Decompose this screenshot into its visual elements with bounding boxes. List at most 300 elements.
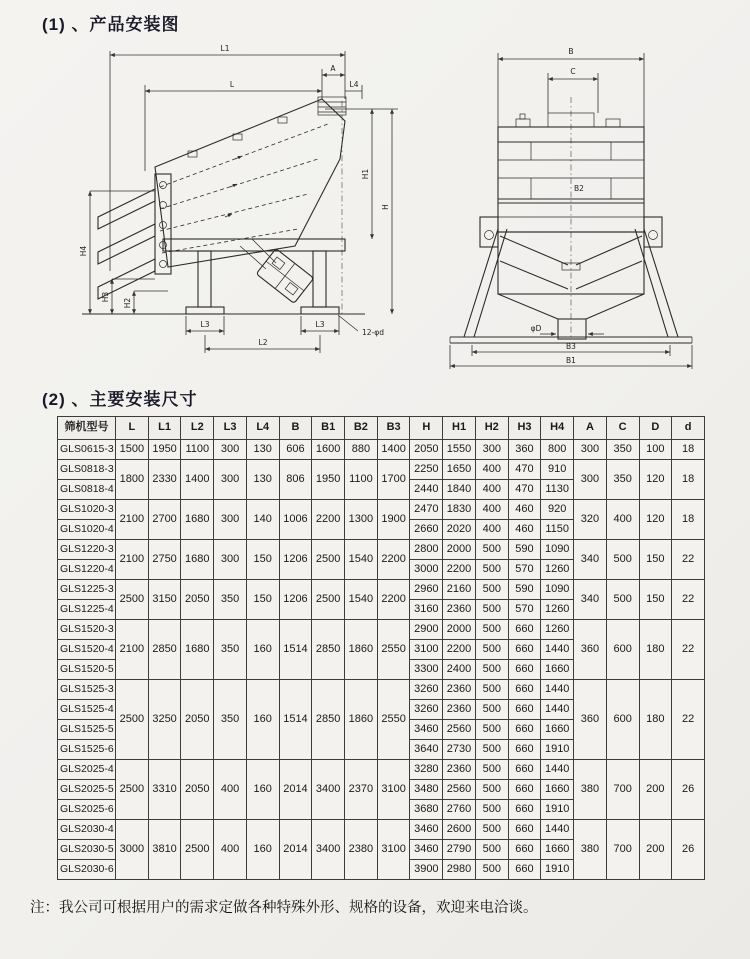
dim-cell: 660 — [508, 800, 541, 820]
dim-cell: 500 — [475, 780, 508, 800]
discharge-pipe — [558, 319, 586, 339]
dim-cell: 400 — [214, 760, 247, 820]
dim-cell: 360 — [574, 680, 607, 760]
dim-cell: 3460 — [410, 820, 443, 840]
dim-cell: 2900 — [410, 620, 443, 640]
dim-cell: 2014 — [279, 820, 312, 880]
dim-cell: 500 — [475, 760, 508, 780]
dim-cell: 2500 — [312, 540, 345, 580]
dim-cell: 500 — [475, 660, 508, 680]
dim-cell: 2360 — [443, 600, 476, 620]
dim-label-h2: H2 — [123, 297, 132, 309]
dim-cell: 2370 — [345, 760, 378, 820]
dim-cell: 1500 — [116, 440, 149, 460]
dim-cell: 2500 — [116, 580, 149, 620]
dim-cell: 1700 — [377, 460, 410, 500]
dim-cell: 2470 — [410, 500, 443, 520]
dim-cell: 500 — [606, 580, 639, 620]
dim-cell: 500 — [475, 860, 508, 880]
dim-cell: 2550 — [377, 620, 410, 680]
dim-column-header: H4 — [541, 417, 574, 440]
model-cell: GLS1220-4 — [58, 560, 116, 580]
dim-cell: 700 — [606, 820, 639, 880]
dim-cell: 1440 — [541, 700, 574, 720]
dim-cell: 1090 — [541, 540, 574, 560]
table-row — [58, 820, 705, 840]
dim-column-header: H3 — [508, 417, 541, 440]
dim-cell: 660 — [508, 660, 541, 680]
dim-label-b: B — [568, 47, 574, 56]
dim-cell: 400 — [475, 460, 508, 480]
dim-label-h3: H3 — [101, 291, 110, 303]
dim-cell: 1950 — [148, 440, 181, 460]
dim-cell: 800 — [541, 440, 574, 460]
dim-label-a: A — [330, 64, 336, 73]
dim-cell: 660 — [508, 700, 541, 720]
dim-column-header: H1 — [443, 417, 476, 440]
dim-cell: 2700 — [148, 500, 181, 540]
table-row — [58, 680, 705, 700]
dim-cell: 2600 — [443, 820, 476, 840]
dim-cell: 300 — [214, 460, 247, 500]
dim-label-h4: H4 — [79, 245, 88, 257]
dim-cell: 460 — [508, 520, 541, 540]
dim-cell: 2850 — [148, 620, 181, 680]
dim-cell: 2200 — [377, 580, 410, 620]
dim-cell: 100 — [639, 440, 672, 460]
dim-cell: 606 — [279, 440, 312, 460]
dim-cell: 22 — [672, 620, 705, 680]
dim-cell: 2500 — [116, 680, 149, 760]
dim-cell: 18 — [672, 500, 705, 540]
dim-cell: 2160 — [443, 580, 476, 600]
dim-cell: 120 — [639, 500, 672, 540]
dim-cell: 1800 — [116, 460, 149, 500]
model-cell: GLS0615-3 — [58, 440, 116, 460]
dim-cell: 1130 — [541, 480, 574, 500]
dim-cell: 1660 — [541, 660, 574, 680]
dim-cell: 1840 — [443, 480, 476, 500]
dim-cell: 500 — [475, 620, 508, 640]
dim-cell: 500 — [475, 600, 508, 620]
dim-column-header: H2 — [475, 417, 508, 440]
dim-label-l: L — [229, 80, 235, 89]
dim-cell: 1660 — [541, 720, 574, 740]
table-row — [58, 620, 705, 640]
dim-cell: 130 — [246, 460, 279, 500]
table-row — [58, 500, 705, 520]
dim-label-l2: L2 — [258, 338, 268, 347]
dim-cell: 2850 — [312, 620, 345, 680]
dim-cell: 2400 — [443, 660, 476, 680]
dim-cell: 570 — [508, 600, 541, 620]
dim-cell: 500 — [475, 820, 508, 840]
dim-cell: 1900 — [377, 500, 410, 540]
dim-column-header: d — [672, 417, 705, 440]
dim-cell: 180 — [639, 680, 672, 760]
dim-label-l3-right: L3 — [315, 320, 325, 329]
dim-column-header: A — [574, 417, 607, 440]
anchor-holes-label: 12-φd — [362, 328, 384, 337]
dim-cell: 460 — [508, 500, 541, 520]
dim-cell: 22 — [672, 680, 705, 760]
dim-cell: 380 — [574, 820, 607, 880]
dim-cell: 1400 — [181, 460, 214, 500]
dim-cell: 3680 — [410, 800, 443, 820]
dim-cell: 660 — [508, 840, 541, 860]
dim-cell: 1660 — [541, 840, 574, 860]
dim-cell: 500 — [475, 640, 508, 660]
dim-cell: 160 — [246, 760, 279, 820]
dim-cell: 1860 — [345, 680, 378, 760]
side-view-diagram — [60, 39, 430, 371]
dim-cell: 2730 — [443, 740, 476, 760]
dim-cell: 150 — [246, 540, 279, 580]
dim-cell: 3810 — [148, 820, 181, 880]
dim-cell: 160 — [246, 820, 279, 880]
dim-cell: 200 — [639, 820, 672, 880]
dim-cell: 1910 — [541, 800, 574, 820]
model-column-header: 筛机型号 — [58, 417, 116, 440]
dim-cell: 590 — [508, 540, 541, 560]
dim-cell: 3000 — [410, 560, 443, 580]
dim-column-header: B3 — [377, 417, 410, 440]
dim-cell: 2850 — [312, 680, 345, 760]
dim-cell: 2760 — [443, 800, 476, 820]
front-view-diagram — [436, 39, 708, 371]
dim-cell: 22 — [672, 580, 705, 620]
dim-cell: 350 — [214, 580, 247, 620]
dim-column-header: L4 — [246, 417, 279, 440]
dim-cell: 500 — [475, 800, 508, 820]
dim-cell: 2560 — [443, 720, 476, 740]
dim-cell: 400 — [475, 500, 508, 520]
vibration-motor — [256, 249, 314, 304]
dim-label-b1: B1 — [566, 356, 576, 365]
dim-label-h: H — [381, 204, 390, 210]
dim-cell: 300 — [475, 440, 508, 460]
dim-cell: 200 — [639, 760, 672, 820]
dim-cell: 806 — [279, 460, 312, 500]
dim-cell: 140 — [246, 500, 279, 540]
dim-cell: 660 — [508, 640, 541, 660]
dim-cell: 1260 — [541, 560, 574, 580]
dim-label-l1: L1 — [220, 44, 230, 53]
dim-cell: 1400 — [377, 440, 410, 460]
dim-column-header: L1 — [148, 417, 181, 440]
model-cell: GLS2030-4 — [58, 820, 116, 840]
model-cell: GLS1525-6 — [58, 740, 116, 760]
dim-cell: 300 — [574, 440, 607, 460]
dim-cell: 500 — [475, 720, 508, 740]
dim-cell: 2000 — [443, 620, 476, 640]
dim-cell: 2960 — [410, 580, 443, 600]
dim-cell: 660 — [508, 860, 541, 880]
model-cell: GLS2030-6 — [58, 860, 116, 880]
dim-cell: 1910 — [541, 860, 574, 880]
dim-cell: 3100 — [410, 640, 443, 660]
dim-cell: 400 — [606, 500, 639, 540]
model-cell: GLS1525-4 — [58, 700, 116, 720]
dim-label-b3: B3 — [566, 342, 576, 351]
dim-cell: 1514 — [279, 680, 312, 760]
dim-cell: 350 — [606, 460, 639, 500]
dim-cell: 1300 — [345, 500, 378, 540]
dim-cell: 1680 — [181, 620, 214, 680]
dim-cell: 300 — [214, 540, 247, 580]
dim-cell: 2440 — [410, 480, 443, 500]
dim-cell: 1550 — [443, 440, 476, 460]
dim-cell: 3480 — [410, 780, 443, 800]
dim-column-header: C — [606, 417, 639, 440]
dim-cell: 2050 — [181, 580, 214, 620]
dim-cell: 3250 — [148, 680, 181, 760]
model-cell: GLS0818-3 — [58, 460, 116, 480]
dim-cell: 18 — [672, 440, 705, 460]
dim-cell: 350 — [606, 440, 639, 460]
model-cell: GLS1520-5 — [58, 660, 116, 680]
dim-column-header: L — [116, 417, 149, 440]
dim-cell: 1910 — [541, 740, 574, 760]
dim-cell: 2330 — [148, 460, 181, 500]
dim-column-header: B2 — [345, 417, 378, 440]
dim-cell: 2100 — [116, 500, 149, 540]
dim-cell: 120 — [639, 460, 672, 500]
dim-column-header: B1 — [312, 417, 345, 440]
dim-cell: 660 — [508, 740, 541, 760]
dim-cell: 3000 — [116, 820, 149, 880]
dim-cell: 920 — [541, 500, 574, 520]
dim-cell: 2100 — [116, 540, 149, 580]
dim-cell: 2100 — [116, 620, 149, 680]
dim-cell: 400 — [475, 480, 508, 500]
dim-cell: 2014 — [279, 760, 312, 820]
dim-cell: 2500 — [181, 820, 214, 880]
dim-cell: 320 — [574, 500, 607, 540]
model-cell: GLS1020-3 — [58, 500, 116, 520]
dim-cell: 1100 — [345, 460, 378, 500]
dim-cell: 3100 — [377, 820, 410, 880]
dim-cell: 2050 — [181, 760, 214, 820]
dim-cell: 350 — [214, 620, 247, 680]
dim-cell: 130 — [246, 440, 279, 460]
model-cell: GLS1525-5 — [58, 720, 116, 740]
dim-cell: 1950 — [312, 460, 345, 500]
dim-cell: 1650 — [443, 460, 476, 480]
table-row — [58, 460, 705, 480]
dim-cell: 340 — [574, 580, 607, 620]
dim-cell: 2200 — [312, 500, 345, 540]
dim-cell: 1206 — [279, 540, 312, 580]
dim-label-l4: L4 — [349, 80, 359, 89]
dim-cell: 160 — [246, 620, 279, 680]
dim-cell: 2500 — [116, 760, 149, 820]
dim-cell: 150 — [639, 580, 672, 620]
dim-cell: 1440 — [541, 760, 574, 780]
dim-cell: 1260 — [541, 620, 574, 640]
dim-cell: 380 — [574, 760, 607, 820]
dim-cell: 1660 — [541, 780, 574, 800]
dim-cell: 570 — [508, 560, 541, 580]
dim-cell: 300 — [214, 440, 247, 460]
dim-cell: 3460 — [410, 840, 443, 860]
dim-cell: 470 — [508, 480, 541, 500]
dim-cell: 360 — [508, 440, 541, 460]
dim-cell: 470 — [508, 460, 541, 480]
dim-cell: 400 — [214, 820, 247, 880]
dimensions-table-wrap — [57, 416, 750, 880]
dim-cell: 660 — [508, 760, 541, 780]
dim-label-b2: B2 — [574, 184, 584, 193]
model-cell: GLS2025-4 — [58, 760, 116, 780]
dim-cell: 2050 — [410, 440, 443, 460]
installation-diagrams — [60, 39, 750, 371]
dim-cell: 2050 — [181, 680, 214, 760]
dim-cell: 1260 — [541, 600, 574, 620]
dim-cell: 3260 — [410, 680, 443, 700]
dim-label-h1: H1 — [361, 168, 370, 180]
dim-cell: 1150 — [541, 520, 574, 540]
dim-cell: 2750 — [148, 540, 181, 580]
dim-cell: 1440 — [541, 680, 574, 700]
dim-column-header: B — [279, 417, 312, 440]
dim-cell: 1540 — [345, 580, 378, 620]
custom-order-note: 注：我公司可根据用户的需求定做各种特殊外形、规格的设备，欢迎来电洽谈。 — [30, 900, 538, 916]
dim-cell: 1100 — [181, 440, 214, 460]
dim-cell: 3260 — [410, 700, 443, 720]
dim-cell: 2360 — [443, 760, 476, 780]
dim-cell: 150 — [246, 580, 279, 620]
dim-cell: 2250 — [410, 460, 443, 480]
dim-cell: 26 — [672, 760, 705, 820]
table-row — [58, 760, 705, 780]
dim-cell: 3400 — [312, 820, 345, 880]
dim-cell: 3310 — [148, 760, 181, 820]
dim-cell: 300 — [214, 500, 247, 540]
dim-cell: 2020 — [443, 520, 476, 540]
dim-cell: 500 — [475, 540, 508, 560]
dim-cell: 3100 — [377, 760, 410, 820]
dim-cell: 660 — [508, 780, 541, 800]
dim-cell: 1440 — [541, 820, 574, 840]
dim-cell: 2360 — [443, 680, 476, 700]
dim-cell: 2980 — [443, 860, 476, 880]
dim-cell: 2800 — [410, 540, 443, 560]
section2-title: (2) 、主要安装尺寸 — [42, 390, 198, 409]
dim-cell: 18 — [672, 460, 705, 500]
dim-cell: 500 — [475, 740, 508, 760]
dim-cell: 180 — [639, 620, 672, 680]
model-cell: GLS1220-3 — [58, 540, 116, 560]
dim-cell: 22 — [672, 540, 705, 580]
dim-cell: 500 — [606, 540, 639, 580]
dim-cell: 1440 — [541, 640, 574, 660]
model-cell: GLS2025-6 — [58, 800, 116, 820]
model-cell: GLS1020-4 — [58, 520, 116, 540]
table-row — [58, 580, 705, 600]
dim-cell: 1514 — [279, 620, 312, 680]
dim-cell: 660 — [508, 820, 541, 840]
dim-cell: 1680 — [181, 500, 214, 540]
table-row — [58, 440, 705, 460]
dim-cell: 1680 — [181, 540, 214, 580]
dim-cell: 500 — [475, 580, 508, 600]
dim-cell: 910 — [541, 460, 574, 480]
dim-column-header: D — [639, 417, 672, 440]
dim-label-l3-left: L3 — [200, 320, 210, 329]
dim-cell: 3160 — [410, 600, 443, 620]
dim-cell: 2360 — [443, 700, 476, 720]
dim-cell: 2200 — [377, 540, 410, 580]
table-row — [58, 540, 705, 560]
dim-cell: 500 — [475, 840, 508, 860]
dim-cell: 2200 — [443, 640, 476, 660]
dim-cell: 2660 — [410, 520, 443, 540]
dim-cell: 1600 — [312, 440, 345, 460]
dim-cell: 26 — [672, 820, 705, 880]
dim-column-header: L2 — [181, 417, 214, 440]
dim-cell: 160 — [246, 680, 279, 760]
section1-title: (1) 、产品安装图 — [42, 15, 180, 34]
model-cell: GLS2030-5 — [58, 840, 116, 860]
dim-cell: 3300 — [410, 660, 443, 680]
screen-body — [155, 99, 345, 267]
dim-column-header: L3 — [214, 417, 247, 440]
dim-label-d: φD — [530, 324, 542, 333]
model-cell: GLS2025-5 — [58, 780, 116, 800]
dim-label-c: C — [570, 67, 576, 76]
model-cell: GLS1520-3 — [58, 620, 116, 640]
dim-cell: 300 — [574, 460, 607, 500]
model-cell: GLS1525-3 — [58, 680, 116, 700]
dim-cell: 3640 — [410, 740, 443, 760]
dim-cell: 3900 — [410, 860, 443, 880]
dim-cell: 1006 — [279, 500, 312, 540]
dim-cell: 660 — [508, 620, 541, 640]
dim-cell: 350 — [214, 680, 247, 760]
dim-cell: 1206 — [279, 580, 312, 620]
dim-cell: 2380 — [345, 820, 378, 880]
dim-cell: 880 — [345, 440, 378, 460]
dim-cell: 700 — [606, 760, 639, 820]
dim-cell: 2560 — [443, 780, 476, 800]
model-cell: GLS1225-3 — [58, 580, 116, 600]
dim-cell: 1540 — [345, 540, 378, 580]
dim-cell: 660 — [508, 720, 541, 740]
dim-cell: 400 — [475, 520, 508, 540]
dim-cell: 3150 — [148, 580, 181, 620]
dim-cell: 2500 — [312, 580, 345, 620]
dim-cell: 3280 — [410, 760, 443, 780]
model-cell: GLS1225-4 — [58, 600, 116, 620]
model-cell: GLS1520-4 — [58, 640, 116, 660]
dim-cell: 590 — [508, 580, 541, 600]
model-cell: GLS0818-4 — [58, 480, 116, 500]
dim-cell: 360 — [574, 620, 607, 680]
dimensions-table — [57, 416, 705, 880]
dim-cell: 150 — [639, 540, 672, 580]
dim-cell: 1830 — [443, 500, 476, 520]
dim-cell: 500 — [475, 700, 508, 720]
dim-cell: 3400 — [312, 760, 345, 820]
dim-cell: 1090 — [541, 580, 574, 600]
dim-cell: 600 — [606, 620, 639, 680]
dim-cell: 660 — [508, 680, 541, 700]
dim-cell: 340 — [574, 540, 607, 580]
dim-cell: 1860 — [345, 620, 378, 680]
dim-cell: 2200 — [443, 560, 476, 580]
dim-cell: 3460 — [410, 720, 443, 740]
